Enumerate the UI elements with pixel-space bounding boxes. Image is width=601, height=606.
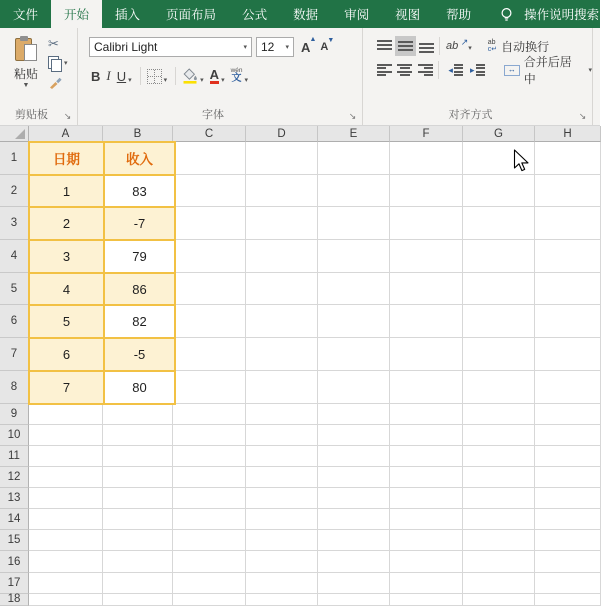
grid-cell-G1[interactable]	[463, 142, 535, 175]
grid-cell-F13[interactable]	[390, 488, 463, 509]
grid-cell-B11[interactable]	[103, 446, 173, 467]
decrease-indent-button[interactable]	[445, 60, 467, 80]
grid-cell-G11[interactable]	[463, 446, 535, 467]
column-header-E[interactable]: E	[318, 126, 390, 142]
select-all-corner[interactable]	[0, 126, 29, 142]
increase-indent-icon: ▸	[470, 64, 475, 75]
grid-cell-F4[interactable]	[390, 240, 463, 273]
cell-B2[interactable]: 83	[104, 175, 175, 208]
grid-cell-D17[interactable]	[246, 573, 318, 594]
grid-cell-H8[interactable]	[535, 371, 601, 404]
tab-view[interactable]: 视图	[395, 8, 421, 22]
grid-cell-D6[interactable]	[246, 305, 318, 338]
row-header-1[interactable]: 1	[0, 142, 29, 175]
alignment-group	[363, 28, 593, 125]
grid-cell-E2[interactable]	[318, 175, 390, 208]
ribbon	[0, 28, 600, 126]
grid-cell-A11[interactable]	[29, 446, 103, 467]
bottom-align-icon	[419, 40, 434, 53]
grid-cell-G9[interactable]	[463, 404, 535, 425]
top-align-button[interactable]	[374, 36, 395, 56]
grid-cell-G4[interactable]	[463, 240, 535, 273]
grid-cell-F7[interactable]	[390, 338, 463, 371]
grid-cell-E17[interactable]	[318, 573, 390, 594]
grid-cell-B15[interactable]	[103, 530, 173, 551]
middle-align-icon	[398, 40, 413, 53]
tab-review[interactable]: 审阅	[344, 8, 370, 22]
grid-cell-D9[interactable]	[246, 404, 318, 425]
increase-font-size-button[interactable]: A ▲	[301, 35, 317, 55]
grid-row-18	[0, 594, 600, 606]
ribbon-tabs	[0, 0, 484, 28]
grid-cell-E16[interactable]	[318, 551, 390, 572]
row-header-16[interactable]: 16	[0, 551, 29, 572]
grid-cell-F15[interactable]	[390, 530, 463, 551]
underline-button[interactable]: U ▾	[116, 68, 132, 84]
orientation-button[interactable]: ab ↗ ▾	[446, 40, 472, 52]
decrease-font-size-button[interactable]: A ▼	[320, 37, 335, 53]
font-name-dropdown-arrow[interactable]: ▾	[243, 44, 247, 51]
cell-A7[interactable]: 6	[29, 338, 104, 371]
cell-A2[interactable]: 1	[29, 175, 104, 208]
tab-file[interactable]: 文件	[13, 8, 39, 22]
grid-cell-E11[interactable]	[318, 446, 390, 467]
clipboard-group	[0, 28, 78, 125]
wrap-text-label: 自动换行	[501, 39, 550, 54]
grid-cell-A13[interactable]	[29, 488, 103, 509]
column-header-B[interactable]: B	[103, 126, 173, 142]
align-left-button[interactable]	[374, 60, 395, 80]
grid-cell-H12[interactable]	[535, 467, 601, 488]
grid-cell-D15[interactable]	[246, 530, 318, 551]
grid-cell-E6[interactable]	[318, 305, 390, 338]
grid-cell-E8[interactable]	[318, 371, 390, 404]
grid-cell-A15[interactable]	[29, 530, 103, 551]
grid-cell-G8[interactable]	[463, 371, 535, 404]
grid-cell-B13[interactable]	[103, 488, 173, 509]
row-header-6[interactable]: 6	[0, 305, 29, 338]
row-header-17[interactable]: 17	[0, 573, 29, 594]
grid-cell-D18[interactable]	[246, 594, 318, 606]
grid-cell-F16[interactable]	[390, 551, 463, 572]
grid-cell-B17[interactable]	[103, 573, 173, 594]
grid-cell-E5[interactable]	[318, 273, 390, 306]
phonetic-guide-icon: wén 文	[230, 66, 243, 85]
tab-insert[interactable]: 插入	[115, 8, 141, 22]
paste-label: 粘贴	[13, 67, 38, 81]
grid-cell-D2[interactable]	[246, 175, 318, 208]
grid-cell-H18[interactable]	[535, 594, 601, 606]
grid-cell-C11[interactable]	[173, 446, 246, 467]
grid-cell-C4[interactable]	[173, 240, 246, 273]
grid-cell-E15[interactable]	[318, 530, 390, 551]
row-header-7[interactable]: 7	[0, 338, 29, 371]
font-name-value: Calibri Light	[94, 40, 158, 54]
grid-row-15	[0, 530, 600, 551]
data-table	[28, 141, 176, 405]
tab-help[interactable]: 帮助	[446, 8, 472, 22]
grid-cell-E1[interactable]	[318, 142, 390, 175]
grid-cell-F18[interactable]	[390, 594, 463, 606]
paste-button[interactable]	[5, 36, 47, 89]
scissors-icon: ✂	[48, 36, 59, 51]
grid-cell-A9[interactable]	[29, 404, 103, 425]
tab-home[interactable]: 开始	[51, 0, 102, 28]
column-header-H[interactable]: H	[535, 126, 601, 142]
grid-cell-E14[interactable]	[318, 509, 390, 530]
divider	[175, 67, 176, 85]
grid-cell-H3[interactable]	[535, 207, 601, 240]
font-dialog-launcher[interactable]: ↘	[348, 111, 357, 121]
grid-row-13	[0, 488, 600, 509]
grid-cell-H11[interactable]	[535, 446, 601, 467]
grid-cell-C6[interactable]	[173, 305, 246, 338]
phonetic-guide-button[interactable]: wén 文 ▾	[230, 66, 249, 85]
grid-cell-H17[interactable]	[535, 573, 601, 594]
font-group-label: 字体	[202, 109, 224, 121]
grid-cell-F8[interactable]	[390, 371, 463, 404]
merge-center-dropdown-arrow[interactable]: ▾	[588, 67, 593, 74]
grid-cell-F14[interactable]	[390, 509, 463, 530]
grid-cell-C17[interactable]	[173, 573, 246, 594]
cell-A6[interactable]: 5	[29, 305, 104, 338]
grid-row-17	[0, 573, 600, 594]
align-right-icon	[418, 64, 433, 77]
orientation-icon: ab ↗	[446, 40, 466, 52]
grid-cell-C3[interactable]	[173, 207, 246, 240]
grid-cell-G5[interactable]	[463, 273, 535, 306]
grid-cell-F11[interactable]	[390, 446, 463, 467]
grid-cell-D16[interactable]	[246, 551, 318, 572]
grid-cell-A18[interactable]	[29, 594, 103, 606]
grid-cell-H9[interactable]	[535, 404, 601, 425]
tab-data[interactable]: 数据	[293, 8, 319, 22]
grid-cell-C7[interactable]	[173, 338, 246, 371]
grid-cell-D4[interactable]	[246, 240, 318, 273]
grid-cell-A12[interactable]	[29, 467, 103, 488]
tab-page-layout[interactable]: 页面布局	[166, 8, 217, 22]
font-size-combobox[interactable]	[256, 37, 294, 57]
grid-cell-E3[interactable]	[318, 207, 390, 240]
grid-cell-C13[interactable]	[173, 488, 246, 509]
grid-cell-F6[interactable]	[390, 305, 463, 338]
top-align-icon	[377, 40, 392, 53]
grid-cell-C12[interactable]	[173, 467, 246, 488]
row-header-12[interactable]: 12	[0, 467, 29, 488]
cell-B4[interactable]: 79	[104, 240, 175, 273]
column-header-G[interactable]: G	[463, 126, 535, 142]
grid-cell-C8[interactable]	[173, 371, 246, 404]
row-header-4[interactable]: 4	[0, 240, 29, 273]
grid-cell-G15[interactable]	[463, 530, 535, 551]
grid-cell-B18[interactable]	[103, 594, 173, 606]
merge-center-icon: ↔	[504, 65, 520, 76]
grid-row-11	[0, 446, 600, 467]
grid-cell-E4[interactable]	[318, 240, 390, 273]
grid-cell-A14[interactable]	[29, 509, 103, 530]
grid-cell-B12[interactable]	[103, 467, 173, 488]
grid-cell-F9[interactable]	[390, 404, 463, 425]
cell-A4[interactable]: 3	[29, 240, 104, 273]
increase-indent-button[interactable]	[466, 60, 488, 80]
grid-cell-D14[interactable]	[246, 509, 318, 530]
row-header-11[interactable]: 11	[0, 446, 29, 467]
align-right-button[interactable]	[415, 60, 436, 80]
borders-button[interactable]: ▾	[147, 69, 168, 84]
grid-cell-A16[interactable]	[29, 551, 103, 572]
copy-button[interactable]: ▾	[48, 55, 68, 71]
cell-B7[interactable]: -5	[104, 338, 175, 371]
grid-cell-G14[interactable]	[463, 509, 535, 530]
fill-color-bucket-icon	[182, 68, 198, 84]
column-header-row	[0, 126, 600, 142]
clipboard-small-buttons	[48, 36, 68, 90]
grid-cell-F1[interactable]	[390, 142, 463, 175]
grid-cell-H14[interactable]	[535, 509, 601, 530]
grid-cell-G6[interactable]	[463, 305, 535, 338]
grid-cell-D1[interactable]	[246, 142, 318, 175]
middle-align-button[interactable]	[395, 36, 416, 56]
cell-A3[interactable]: 2	[29, 207, 104, 240]
grid-cell-A10[interactable]	[29, 425, 103, 446]
merge-center-label: 合并后居中	[523, 55, 572, 86]
grid-cell-D10[interactable]	[246, 425, 318, 446]
grid-cell-G12[interactable]	[463, 467, 535, 488]
wrap-text-icon: ab c↵	[487, 39, 498, 53]
font-size-dropdown-arrow[interactable]: ▾	[285, 44, 289, 51]
grid-cell-F10[interactable]	[390, 425, 463, 446]
grid-cell-G13[interactable]	[463, 488, 535, 509]
grid-cell-B14[interactable]	[103, 509, 173, 530]
grid-cell-D11[interactable]	[246, 446, 318, 467]
grid-cell-B10[interactable]	[103, 425, 173, 446]
grid-cell-D5[interactable]	[246, 273, 318, 306]
ribbon-tab-bar	[0, 0, 600, 28]
paste-dropdown-arrow[interactable]: ▼	[22, 82, 30, 89]
grid-cell-F3[interactable]	[390, 207, 463, 240]
borders-icon	[147, 69, 162, 84]
grid-cell-H5[interactable]	[535, 273, 601, 306]
tell-me-button[interactable]	[498, 0, 515, 28]
grid-cell-H13[interactable]	[535, 488, 601, 509]
divider	[438, 61, 439, 79]
tell-me-search[interactable]: 操作说明搜索	[524, 8, 600, 22]
column-header-D[interactable]: D	[246, 126, 318, 142]
cell-B8[interactable]: 80	[104, 371, 175, 404]
grid-cell-G10[interactable]	[463, 425, 535, 446]
grid-cell-G18[interactable]	[463, 594, 535, 606]
grid-cell-G7[interactable]	[463, 338, 535, 371]
grid-cell-E13[interactable]	[318, 488, 390, 509]
alignment-dialog-launcher[interactable]: ↘	[578, 111, 587, 121]
grid-row-14	[0, 509, 600, 530]
column-header-A[interactable]: A	[29, 126, 103, 142]
grid-cell-C18[interactable]	[173, 594, 246, 606]
cell-B1[interactable]: 收入	[104, 142, 175, 175]
row-header-10[interactable]: 10	[0, 425, 29, 446]
cell-A5[interactable]: 4	[29, 273, 104, 306]
grid-cell-G17[interactable]	[463, 573, 535, 594]
grid-row-10	[0, 425, 600, 446]
paste-clipboard-icon	[14, 36, 38, 63]
row-header-18[interactable]: 18	[0, 594, 29, 606]
copy-icon	[48, 56, 62, 70]
grid-cell-E18[interactable]	[318, 594, 390, 606]
grid-cell-E12[interactable]	[318, 467, 390, 488]
grid-cell-A17[interactable]	[29, 573, 103, 594]
grid-cell-C5[interactable]	[173, 273, 246, 306]
font-size-value: 12	[261, 40, 275, 54]
grid-row-9	[0, 404, 600, 425]
font-group	[78, 28, 363, 125]
row-header-9[interactable]: 9	[0, 404, 29, 425]
alignment-group-label: 对齐方式	[448, 109, 493, 121]
tab-formulas[interactable]: 公式	[242, 8, 268, 22]
cell-A1[interactable]: 日期	[29, 142, 104, 175]
grid-cell-H7[interactable]	[535, 338, 601, 371]
grid-cell-H6[interactable]	[535, 305, 601, 338]
merge-center-button[interactable]	[504, 53, 592, 87]
grid-cell-D3[interactable]	[246, 207, 318, 240]
grid-cell-F17[interactable]	[390, 573, 463, 594]
grid-cell-C1[interactable]	[173, 142, 246, 175]
grid-cell-D7[interactable]	[246, 338, 318, 371]
bottom-align-button[interactable]	[416, 36, 437, 56]
row-header-13[interactable]: 13	[0, 488, 29, 509]
grid-cell-G3[interactable]	[463, 207, 535, 240]
bold-button[interactable]: B	[91, 68, 101, 84]
format-painter-icon	[48, 75, 63, 89]
row-header-14[interactable]: 14	[0, 509, 29, 530]
grid-cell-H2[interactable]	[535, 175, 601, 208]
grid-cell-F5[interactable]	[390, 273, 463, 306]
cell-B6[interactable]: 82	[104, 305, 175, 338]
grid-cell-H4[interactable]	[535, 240, 601, 273]
grid-row-12	[0, 467, 600, 488]
row-header-8[interactable]: 8	[0, 371, 29, 404]
divider	[140, 67, 141, 85]
font-color-button[interactable]: A ▾	[209, 67, 225, 84]
fill-color-button[interactable]: ▾	[182, 68, 204, 84]
wrap-text-button[interactable]	[488, 38, 549, 55]
grid-cell-H10[interactable]	[535, 425, 601, 446]
column-header-C[interactable]: C	[173, 126, 246, 142]
grid-cell-D8[interactable]	[246, 371, 318, 404]
grid-cell-D12[interactable]	[246, 467, 318, 488]
grid-cell-E9[interactable]	[318, 404, 390, 425]
ribbon-filler	[593, 28, 600, 125]
row-header-15[interactable]: 15	[0, 530, 29, 551]
grid-cell-G2[interactable]	[463, 175, 535, 208]
clipboard-group-label: 剪贴板	[15, 109, 48, 121]
row-header-3[interactable]: 3	[0, 207, 29, 240]
decrease-indent-icon: ◂	[448, 64, 453, 75]
column-header-F[interactable]: F	[390, 126, 463, 142]
grid-cell-C9[interactable]	[173, 404, 246, 425]
align-center-icon	[397, 64, 412, 77]
row-header-2[interactable]: 2	[0, 175, 29, 208]
cell-B3[interactable]: -7	[104, 207, 175, 240]
grid-cell-C15[interactable]	[173, 530, 246, 551]
lightbulb-icon	[498, 6, 515, 23]
italic-button[interactable]: I	[106, 68, 111, 83]
cell-A8[interactable]: 7	[29, 371, 104, 404]
grid-cell-F2[interactable]	[390, 175, 463, 208]
grid-cell-H16[interactable]	[535, 551, 601, 572]
grid-cell-H1[interactable]	[535, 142, 601, 175]
clipboard-dialog-launcher[interactable]: ↘	[63, 111, 72, 121]
grid-cell-D13[interactable]	[246, 488, 318, 509]
cell-B5[interactable]: 86	[104, 273, 175, 306]
grid-row-16	[0, 551, 600, 572]
align-left-icon	[377, 64, 392, 77]
font-color-icon: A	[209, 67, 220, 82]
grid-cell-E7[interactable]	[318, 338, 390, 371]
grid-cell-B9[interactable]	[103, 404, 173, 425]
grid-cell-E10[interactable]	[318, 425, 390, 446]
grid-cell-B16[interactable]	[103, 551, 173, 572]
grid-cell-C14[interactable]	[173, 509, 246, 530]
grid-cell-C10[interactable]	[173, 425, 246, 446]
grid-cell-H15[interactable]	[535, 530, 601, 551]
grid-cell-F12[interactable]	[390, 467, 463, 488]
worksheet-grid	[0, 126, 600, 606]
grid-cell-C16[interactable]	[173, 551, 246, 572]
row-header-5[interactable]: 5	[0, 273, 29, 306]
font-name-combobox[interactable]	[89, 37, 252, 57]
align-center-button[interactable]	[395, 60, 416, 80]
cut-button[interactable]	[48, 36, 68, 52]
divider	[439, 37, 440, 55]
grid-cell-C2[interactable]	[173, 175, 246, 208]
grid-cell-G16[interactable]	[463, 551, 535, 572]
format-painter-button[interactable]	[48, 74, 68, 90]
